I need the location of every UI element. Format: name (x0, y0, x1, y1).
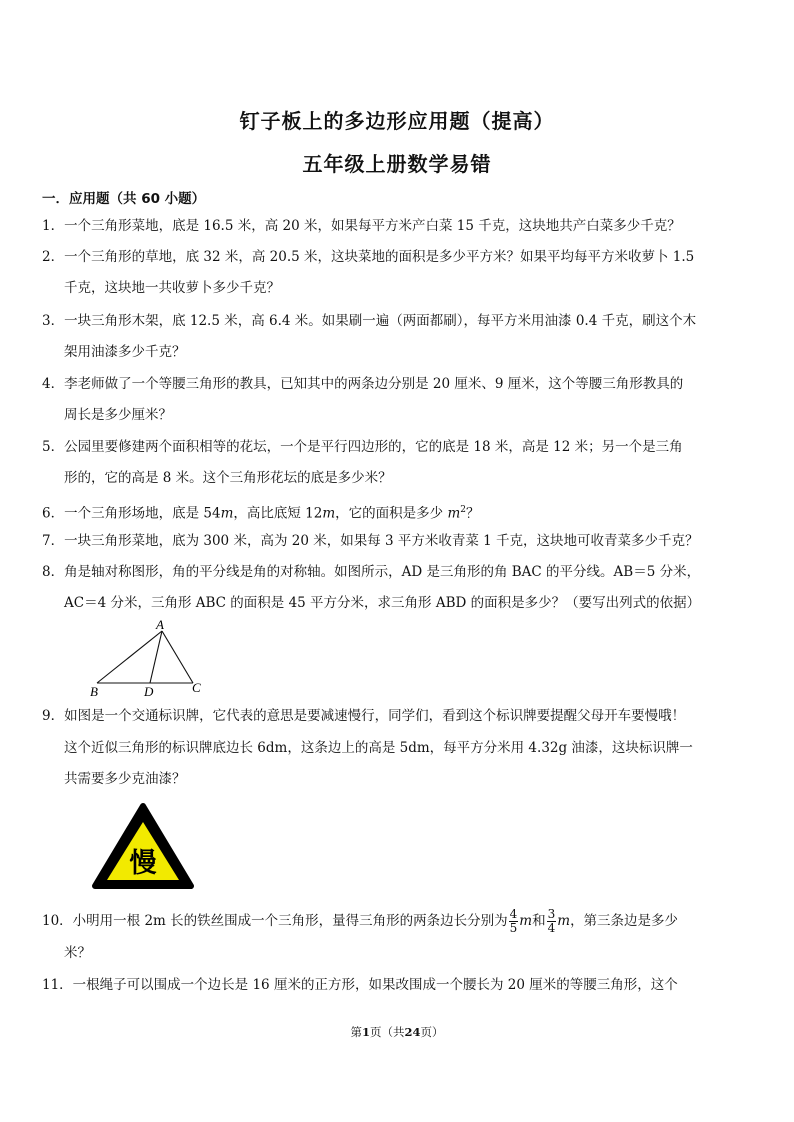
label-b: B (90, 684, 98, 699)
question-11-line-1: 11．一根绳子可以围成一个边长是 16 厘米的正方形，如果改围成一个腰长为 20 厘米的等腰三角形，这个 (42, 977, 678, 993)
q6-text-3: ，它的面积是多少 (335, 505, 448, 522)
fraction-3-4-numerator: 3 (547, 907, 556, 921)
q6-unit-3: m (447, 505, 461, 522)
question-10-line-1 (42, 908, 678, 935)
q6-superscript: 2 (460, 505, 467, 515)
q10-unit-2: m (557, 913, 571, 929)
label-a: A (156, 617, 164, 632)
q6-text-4: ？ (466, 505, 480, 522)
question-3-line-2: 架用油漆多少千克？ (64, 344, 186, 360)
question-1: 1．一个三角形菜地，底是 16.5 米，高 20 米，如果每平方米产白菜 15 千克，这块地共产白菜多少千克？ (42, 218, 681, 234)
question-2-line-1: 2．一个三角形的草地，底 32 米，高 20.5 米，这块菜地的面积是多少平方米？如果平均每平方米收萝卜 1.5 (42, 249, 695, 265)
footer-text-1: 第 (350, 1025, 362, 1039)
footer-page-number: 1 (361, 1025, 370, 1039)
question-2-line-2: 千克，这块地一共收萝卜多少千克？ (64, 280, 280, 296)
sign-char: 慢 (129, 848, 157, 879)
question-9-line-1: 9．如图是一个交通标识牌，它代表的意思是要减速慢行，同学们，看到这个标识牌要提醒父母开车要慢哦！ (42, 708, 686, 724)
fraction-4-5-denominator: 5 (509, 921, 518, 935)
question-5-line-2: 形的，它的高是 8 米。这个三角形花坛的底是多少米？ (64, 470, 392, 486)
question-10-line-2: 米？ (64, 945, 91, 961)
page-footer (0, 1024, 794, 1040)
question-6 (42, 501, 480, 523)
fraction-4-5 (509, 908, 519, 935)
page-title: 钉子板上的多边形应用题（提高） (239, 109, 555, 133)
fraction-4-5-numerator: 4 (509, 907, 518, 921)
label-c: C (192, 680, 201, 695)
fraction-3-4 (547, 908, 557, 935)
q10-text-2: ，第三条边是多少 (570, 913, 679, 929)
question-7: 7．一块三角形菜地，底为 300 米，高为 20 米，如果每 3 平方米收青菜 1 千克，这块地可收青菜多少千克？ (42, 533, 699, 549)
question-3-line-1: 3．一块三角形木架，底 12.5 米，高 6.4 米。如果刷一遍（两面都刷），每平方米用油漆 0.4 千克，刷这个木 (42, 313, 697, 329)
q10-unit-1: m (519, 913, 533, 929)
side-ac (162, 631, 193, 683)
question-8-line-2: AC＝4 分米，三角形 ABC 的面积是 45 平方分米，求三角形 ABD 的面积是多少？（要写出列式的依据） (64, 595, 701, 611)
triangle-figure (80, 612, 220, 702)
page-subtitle: 五年级上册数学易错 (302, 152, 492, 176)
q10-and: 和 (532, 913, 546, 929)
fraction-3-4-denominator: 4 (547, 921, 556, 935)
footer-text-3: 页） (420, 1025, 444, 1039)
q6-unit-2: m (322, 505, 336, 522)
question-4-line-1: 4．李老师做了一个等腰三角形的教具，已知其中的两条边分别是 20 厘米、9 厘米，这个等腰三角形教具的 (42, 376, 684, 392)
q6-text-1: 6．一个三角形场地，底是 54 (42, 505, 221, 522)
q6-text-2: ，高比底短 12 (233, 505, 323, 522)
question-9-line-3: 共需要多少克油漆？ (64, 771, 186, 787)
footer-total-pages: 24 (404, 1025, 421, 1039)
question-5-line-1: 5．公园里要修建两个面积相等的花坛，一个是平行四边形的，它的底是 18 米，高是 12 米；另一个是三角 (42, 439, 683, 455)
label-d: D (144, 684, 154, 699)
section-heading: 一．应用题（共 60 小题） (42, 191, 206, 207)
slow-traffic-sign (90, 800, 196, 892)
footer-text-2: 页（共 (370, 1025, 405, 1039)
question-8-line-1: 8．角是轴对称图形，角的平分线是角的对称轴。如图所示，AD 是三角形的角 BAC 的平分线。AB＝5 分米， (42, 564, 701, 580)
q6-unit-1: m (220, 505, 234, 522)
q10-text-1: 10．小明用一根 2m 长的铁丝围成一个三角形，量得三角形的两条边长分别为 (42, 913, 508, 929)
question-9-line-2: 这个近似三角形的标识牌底边长 6dm，这条边上的高是 5dm，每平方分米用 4.32g 油漆，这块标识牌一 (64, 740, 693, 756)
question-4-line-2: 周长是多少厘米？ (64, 407, 172, 423)
